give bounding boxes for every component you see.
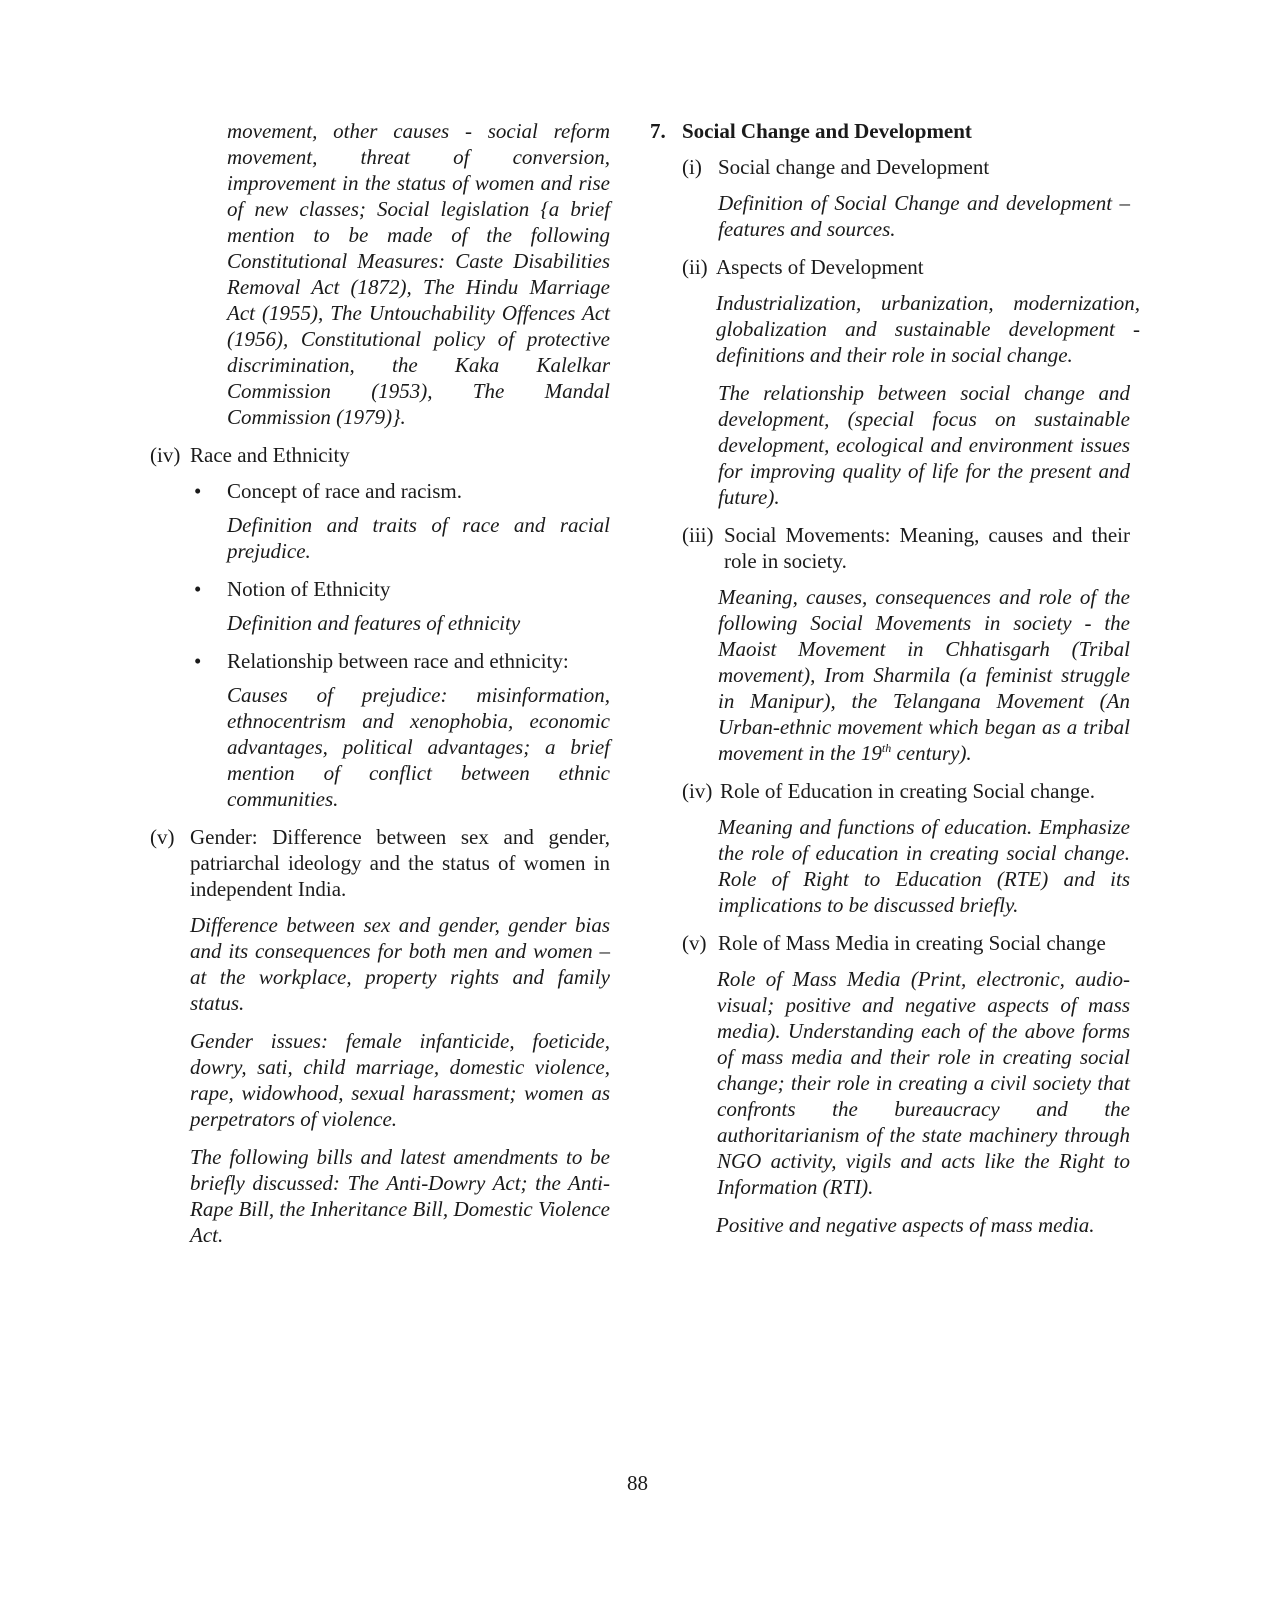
item-v-description: Positive and negative aspects of mass media. (716, 1213, 1095, 1237)
bullet-description: Causes of prejudice: misinformation, ethnocentrism and xenophobia, economic advantages, political advantages; a brief mention of conflict between ethnic communities. (227, 683, 610, 811)
item-iii-heading (682, 522, 1130, 574)
item-title: Social Movements: Meaning, causes and their role in society. (724, 523, 1130, 573)
gender-heading (150, 824, 610, 902)
bullet-title: Relationship between race and ethnicity: (227, 649, 569, 673)
gender-paragraph: The following bills and latest amendments to be briefly discussed: The Anti-Dowry Act; the Anti-Rape Bill, the Inheritance Bill, Domestic Violence Act. (190, 1145, 610, 1247)
item-title: Role of Mass Media in creating Social change (718, 931, 1106, 955)
bullet-title: Concept of race and racism. (227, 479, 462, 503)
section-number: 7. (650, 119, 666, 143)
bullet-icon: • (194, 649, 202, 673)
item-label: (iv) (682, 779, 713, 803)
item-ii-heading (682, 254, 1160, 280)
item-iv-heading (682, 778, 1160, 804)
left-column (150, 118, 610, 1260)
bullet-ethnicity-notion (150, 576, 610, 602)
right-column (650, 118, 1160, 1250)
item-label: (v) (682, 931, 707, 955)
bullet-icon: • (194, 577, 202, 601)
bullet-race-concept (150, 478, 610, 504)
item-i-heading (682, 154, 1160, 180)
bullet-title: Notion of Ethnicity (227, 577, 391, 601)
gender-paragraph: Difference between sex and gender, gender bias and its consequences for both men and women – at the workplace, property rights and family status. (190, 913, 610, 1015)
item-label: (iii) (682, 523, 714, 547)
section-heading (650, 118, 1160, 144)
item-title: Race and Ethnicity (190, 443, 350, 467)
intro-paragraph: movement, other causes - social reform movement, threat of conversion, improvement in the status of women and rise of new classes; Social legislation {a brief mention to be made of the following Constitutional Measures: Caste Disabilities Removal Act (1872), The Hindu Marriage Act (1955), The Untouchability Offences Act (1956), Constitutional policy of protective discrimination, the Kaka Kalelkar Commission (1953), The Mandal Commission (1979)}. (227, 119, 610, 429)
item-iii-superscript: th (881, 741, 892, 755)
item-iii-description-end: century). (891, 741, 972, 765)
item-v-heading (682, 930, 1130, 956)
item-i-description: Definition of Social Change and development – features and sources. (718, 191, 1130, 241)
item-iv-description: Meaning and functions of education. Emphasize the role of education in creating social change. Role of Right to Education (RTE) and its implications to be discussed briefly. (718, 815, 1130, 917)
item-label: (ii) (682, 255, 708, 279)
item-label: (v) (150, 825, 175, 849)
item-label: (i) (682, 155, 702, 179)
item-title: Role of Education in creating Social change. (720, 779, 1095, 803)
page-number: 88 (627, 1471, 648, 1495)
bullet-race-ethnicity-relationship (150, 648, 610, 674)
item-v-description: Role of Mass Media (Print, electronic, audio-visual; positive and negative aspects of mass media). Understanding each of the above forms of mass media and their role in creating social change; their role in creating a civil society that confronts the bureaucracy and the authoritarianism of the state machinery through NGO activity, vigils and acts like the Right to Information (RTI). (717, 967, 1130, 1199)
item-ii-description: Industrialization, urbanization, modernization, globalization and sustainable development - definitions and their role in social change. (716, 291, 1140, 367)
bullet-icon: • (194, 479, 202, 503)
item-label: (iv) (150, 443, 181, 467)
item-iii-description (718, 584, 1130, 766)
item-ii-description: The relationship between social change and development, (special focus on sustainable development, ecological and environment issues for improving quality of life for the present and future). (718, 381, 1130, 509)
item-title: Gender: Difference between sex and gender, patriarchal ideology and the status of women in independent India. (190, 825, 610, 901)
item-iii-description-main: Meaning, causes, consequences and role of the following Social Movements in society - the Maoist Movement in Chhatisgarh (Tribal movement), Irom Sharmila (a feminist struggle in Manipur), the Telangana Movement (An Urban-ethnic movement which began as a tribal movement in the 19 (718, 585, 1130, 765)
item-title: Social change and Development (718, 155, 990, 179)
item-title: Aspects of Development (716, 255, 924, 279)
gender-paragraph: Gender issues: female infanticide, foeticide, dowry, sati, child marriage, domestic violence, rape, widowhood, sexual harassment; women as perpetrators of violence. (190, 1029, 610, 1131)
bullet-description: Definition and features of ethnicity (227, 611, 521, 635)
race-ethnicity-heading (150, 442, 610, 468)
bullet-description: Definition and traits of race and racial prejudice. (227, 513, 610, 563)
section-title: Social Change and Development (682, 119, 972, 143)
